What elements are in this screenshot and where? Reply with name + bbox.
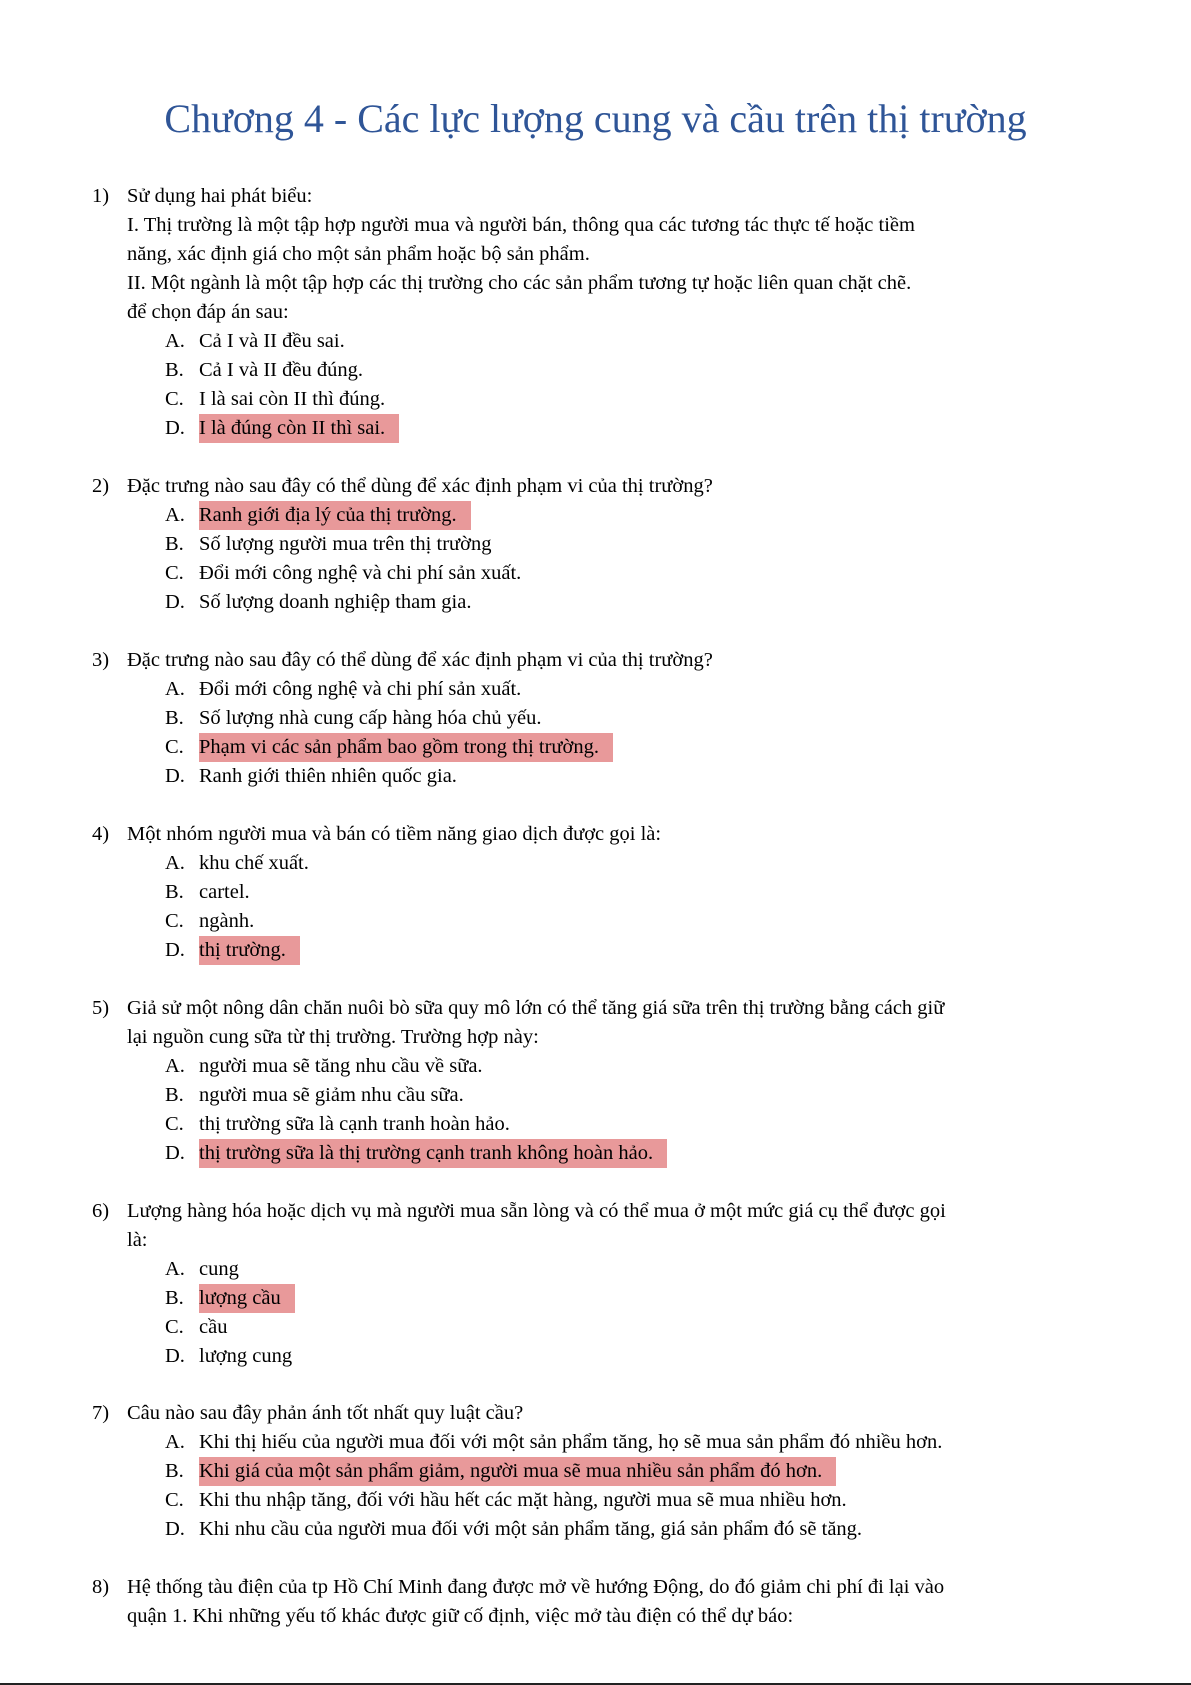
question-number: 5)	[92, 997, 110, 1019]
answer-option	[92, 675, 1032, 704]
option-letter: D.	[165, 417, 185, 439]
question-line	[92, 472, 1032, 501]
option-letter: B.	[165, 707, 184, 729]
question-number: 4)	[92, 823, 110, 845]
answer-option	[92, 1515, 1032, 1544]
option-text: Cả I và II đều sai.	[199, 330, 345, 352]
question-text: I. Thị trường là một tập hợp người mua và người bán, thông qua các tương tác thực tế hoặc tiềm	[127, 214, 915, 236]
option-letter: B.	[165, 533, 184, 555]
option-letter: C.	[165, 1113, 184, 1135]
answer-option	[92, 849, 1032, 878]
question-number: 6)	[92, 1200, 110, 1222]
question-line	[92, 1023, 1032, 1052]
option-text: khu chế xuất.	[199, 852, 309, 874]
option-letter: D.	[165, 765, 185, 787]
question-line	[92, 1197, 1032, 1226]
option-text: cung	[199, 1258, 239, 1280]
answer-option	[92, 356, 1032, 385]
answer-option	[92, 1428, 1032, 1457]
question-line	[92, 240, 1032, 269]
question	[92, 1399, 1032, 1544]
question-line	[92, 269, 1032, 298]
question-text: quận 1. Khi những yếu tố khác được giữ cố định, việc mở tàu điện có thể dự báo:	[127, 1605, 794, 1627]
option-letter: A.	[165, 330, 185, 352]
answer-option	[92, 414, 1032, 443]
question-line	[92, 1602, 1032, 1631]
option-letter: A.	[165, 504, 185, 526]
question	[92, 182, 1032, 443]
option-text: Khi thị hiếu của người mua đối với một sản phẩm tăng, họ sẽ mua sản phẩm đó nhiều hơn.	[199, 1431, 943, 1453]
option-letter: A.	[165, 852, 185, 874]
answer-option	[92, 1255, 1032, 1284]
option-letter: B.	[165, 359, 184, 381]
option-text: ngành.	[199, 910, 255, 932]
option-letter: D.	[165, 1345, 185, 1367]
correct-answer-highlight: Phạm vi các sản phẩm bao gồm trong thị trường.	[199, 733, 613, 762]
question-line	[92, 994, 1032, 1023]
option-letter: C.	[165, 910, 184, 932]
answer-option	[92, 704, 1032, 733]
answer-option	[92, 762, 1032, 791]
option-letter: B.	[165, 1287, 184, 1309]
option-letter: D.	[165, 1142, 185, 1164]
option-letter: A.	[165, 1055, 185, 1077]
question-text: Một nhóm người mua và bán có tiềm năng giao dịch được gọi là:	[127, 823, 662, 845]
page-title: Chương 4 - Các lực lượng cung và cầu trên thị trường	[164, 96, 1027, 141]
option-letter: C.	[165, 1489, 184, 1511]
answer-option	[92, 559, 1032, 588]
question-text: lại nguồn cung sữa từ thị trường. Trường hợp này:	[127, 1026, 539, 1048]
question-text: Đặc trưng nào sau đây có thể dùng để xác định phạm vi của thị trường?	[127, 475, 713, 497]
question-text: Đặc trưng nào sau đây có thể dùng để xác định phạm vi của thị trường?	[127, 649, 713, 671]
question-text: Sử dụng hai phát biểu:	[127, 185, 313, 207]
question-line	[92, 211, 1032, 240]
option-letter: A.	[165, 1431, 185, 1453]
answer-option	[92, 327, 1032, 356]
option-text: người mua sẽ tăng nhu cầu về sữa.	[199, 1055, 483, 1077]
question-line	[92, 820, 1032, 849]
option-text: Đổi mới công nghệ và chi phí sản xuất.	[199, 678, 522, 700]
answer-option	[92, 1284, 1032, 1313]
option-text: I là sai còn II thì đúng.	[199, 388, 386, 410]
question-number: 7)	[92, 1402, 110, 1424]
question-number: 1)	[92, 185, 110, 207]
option-letter: A.	[165, 1258, 185, 1280]
question	[92, 994, 1032, 1168]
option-letter: C.	[165, 736, 184, 758]
question-text: Câu nào sau đây phản ánh tốt nhất quy luật cầu?	[127, 1402, 524, 1424]
question	[92, 646, 1032, 791]
option-letter: B.	[165, 1460, 184, 1482]
answer-option	[92, 1313, 1032, 1342]
correct-answer-highlight: Ranh giới địa lý của thị trường.	[199, 501, 471, 530]
answer-option	[92, 878, 1032, 907]
question-text: Hệ thống tàu điện của tp Hồ Chí Minh đang được mở về hướng Động, do đó giảm chi phí đi lại vào	[127, 1576, 945, 1598]
correct-answer-highlight: thị trường.	[199, 936, 300, 965]
question	[92, 1573, 1032, 1631]
answer-option	[92, 501, 1032, 530]
answer-option	[92, 385, 1032, 414]
question-number: 2)	[92, 475, 110, 497]
question-text: Lượng hàng hóa hoặc dịch vụ mà người mua sẵn lòng và có thể mua ở một mức giá cụ thể được gọi	[127, 1200, 946, 1222]
option-text: Số lượng nhà cung cấp hàng hóa chủ yếu.	[199, 707, 542, 729]
option-text: Khi nhu cầu của người mua đối với một sản phẩm tăng, giá sản phẩm đó sẽ tăng.	[199, 1518, 863, 1540]
answer-option	[92, 1342, 1032, 1371]
option-text: thị trường sữa là cạnh tranh hoàn hảo.	[199, 1113, 510, 1135]
question-number: 3)	[92, 649, 110, 671]
answer-option	[92, 1486, 1032, 1515]
question-line	[92, 1573, 1032, 1602]
option-letter: C.	[165, 562, 184, 584]
answer-option	[92, 907, 1032, 936]
question	[92, 1197, 1032, 1371]
answer-option	[92, 1081, 1032, 1110]
answer-option	[92, 1139, 1032, 1168]
option-letter: D.	[165, 939, 185, 961]
question-number: 8)	[92, 1576, 110, 1598]
question-text: II. Một ngành là một tập hợp các thị trường cho các sản phẩm tương tự hoặc liên quan chặt chẽ.	[127, 272, 912, 294]
question-text: để chọn đáp án sau:	[127, 301, 289, 323]
question	[92, 820, 1032, 965]
option-letter: B.	[165, 881, 184, 903]
question-text: là:	[127, 1229, 148, 1251]
answer-option	[92, 1052, 1032, 1081]
correct-answer-highlight: thị trường sữa là thị trường cạnh tranh không hoàn hảo.	[199, 1139, 667, 1168]
option-letter: C.	[165, 388, 184, 410]
answer-option	[92, 1457, 1032, 1486]
answer-option	[92, 733, 1032, 762]
option-letter: D.	[165, 591, 185, 613]
option-text: cầu	[199, 1316, 228, 1338]
question-line	[92, 646, 1032, 675]
answer-option	[92, 936, 1032, 965]
correct-answer-highlight: Khi giá của một sản phẩm giảm, người mua sẽ mua nhiều sản phẩm đó hơn.	[199, 1457, 836, 1486]
answer-option	[92, 1110, 1032, 1139]
option-text: Cả I và II đều đúng.	[199, 359, 363, 381]
question-text: Giả sử một nông dân chăn nuôi bò sữa quy mô lớn có thể tăng giá sữa trên thị trường bằng cách giữ	[127, 997, 945, 1019]
option-text: Số lượng doanh nghiệp tham gia.	[199, 591, 472, 613]
question-line	[92, 182, 1032, 211]
option-letter: A.	[165, 678, 185, 700]
question-text: năng, xác định giá cho một sản phẩm hoặc bộ sản phẩm.	[127, 243, 590, 265]
question-line	[92, 1399, 1032, 1428]
option-text: Số lượng người mua trên thị trường	[199, 533, 492, 555]
option-text: cartel.	[199, 881, 250, 903]
option-letter: C.	[165, 1316, 184, 1338]
option-letter: D.	[165, 1518, 185, 1540]
option-text: Ranh giới thiên nhiên quốc gia.	[199, 765, 457, 787]
question-line	[92, 1226, 1032, 1255]
question	[92, 472, 1032, 617]
option-text: Khi thu nhập tăng, đối với hầu hết các mặt hàng, người mua sẽ mua nhiều hơn.	[199, 1489, 847, 1511]
option-text: lượng cung	[199, 1345, 293, 1367]
answer-option	[92, 588, 1032, 617]
correct-answer-highlight: lượng cầu	[199, 1284, 295, 1313]
option-letter: B.	[165, 1084, 184, 1106]
option-text: Đổi mới công nghệ và chi phí sản xuất.	[199, 562, 522, 584]
answer-option	[92, 530, 1032, 559]
option-text: người mua sẽ giảm nhu cầu sữa.	[199, 1084, 464, 1106]
question-line	[92, 298, 1032, 327]
correct-answer-highlight: I là đúng còn II thì sai.	[199, 414, 399, 443]
